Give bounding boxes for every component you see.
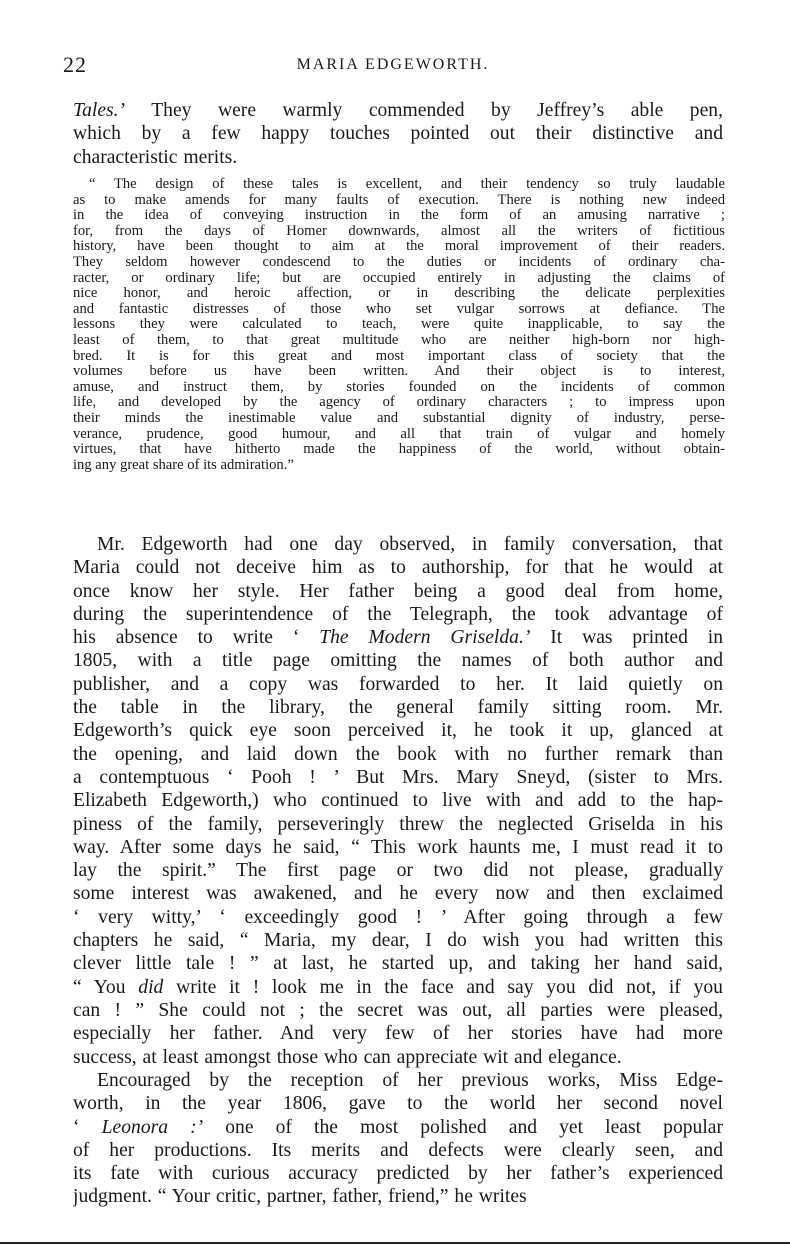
- paragraph-1: [73, 99, 723, 169]
- text-line: Tales.’ They were warmly commended by Jeffrey’s able pen,: [73, 100, 723, 121]
- text-line: once know her style. Her father being a good deal from home,: [73, 580, 723, 602]
- text-line: ‘ very witty,’ ‘ exceedingly good ! ’ After going through a few: [73, 906, 723, 928]
- text-line: Encouraged by the reception of her previous works, Miss Edge-: [97, 1070, 723, 1091]
- quote-line: least of them, to that great multitude who are neither high-born nor high-: [73, 332, 725, 348]
- quote-line: verance, prudence, good humour, and all that train of vulgar and homely: [73, 426, 725, 442]
- quote-line: their minds the inestimable value and substantial dignity of industry, perse-: [73, 410, 725, 426]
- text-line: Maria could not deceive him as to authorship, for that he would at: [73, 557, 723, 579]
- quote-line: in the idea of conveying instruction in the form of an amusing narrative ;: [73, 208, 725, 224]
- text-line: ‘ Leonora :’ one of the most polished and yet least popular: [73, 1116, 723, 1138]
- text-line: publisher, and a copy was forwarded to her. It laid quietly on: [73, 673, 723, 695]
- text-line: a contemptuous ‘ Pooh ! ’ But Mrs. Mary Sneyd, (sister to Mrs.: [73, 766, 723, 788]
- text-line: can ! ” She could not ; the secret was out, all parties were pleased,: [73, 999, 723, 1021]
- quote-line: as to make amends for many faults of execution. There is nothing new indeed: [73, 192, 725, 208]
- text-line: Mr. Edgeworth had one day observed, in family conversation, that: [97, 534, 723, 555]
- bottom-rule: [0, 1242, 790, 1244]
- text-line: way. After some days he said, “ This work haunts me, I must read it to: [73, 836, 723, 858]
- text-line: “ You did write it ! look me in the face and say you did not, if you: [73, 976, 723, 998]
- text-line: success, at least amongst those who can appreciate wit and elegance.: [73, 1046, 622, 1068]
- quote-line: virtues, that have hitherto made the happiness of the world, without obtain-: [73, 442, 725, 458]
- page-number: 22: [63, 52, 87, 77]
- text-line: Elizabeth Edgeworth,) who continued to live with and add to the hap-: [73, 790, 723, 812]
- page-header: [63, 52, 723, 82]
- quote-line: for, from the days of Homer downwards, almost all the writers of fictitious: [73, 223, 725, 239]
- quote-line: racter, or ordinary life; but are occupied entirely in adjusting the claims of: [73, 270, 725, 286]
- text-line: piness of the family, perseveringly threw the neglected Griselda in his: [73, 813, 723, 835]
- quote-line: nice honor, and heroic affection, or in describing the delicate perplexities: [73, 286, 725, 302]
- text-line: his absence to write ‘ The Modern Griselda.’ It was printed in: [73, 627, 723, 649]
- quote-line: lessons they were calculated to teach, were quite inapplicable, to say the: [73, 317, 725, 333]
- text-line: especially her father. And very few of her stories have had more: [73, 1023, 723, 1045]
- text-line: some interest was awakened, and he every now and then exclaimed: [73, 883, 723, 905]
- quote-line: and fantastic distresses of those who set vulgar sorrows at defiance. The: [73, 301, 725, 317]
- text-line: clever little tale ! ” at last, he started up, and taking her hand said,: [73, 953, 723, 975]
- text-line: characteristic merits.: [73, 146, 238, 168]
- paragraph-3: [73, 1069, 723, 1209]
- text-line: lay the spirit.” The first page or two did not please, gradually: [73, 860, 723, 882]
- text-line: Edgeworth’s quick eye soon perceived it, he took it up, glanced at: [73, 720, 723, 742]
- quote-line: They seldom however condescend to the duties or incidents of ordinary cha-: [73, 254, 725, 270]
- quote-line: ing any great share of its admiration.”: [73, 457, 294, 473]
- quote-line: life, and developed by the agency of ordinary characters ; to impress upon: [73, 395, 725, 411]
- text-line: 1805, with a title page omitting the names of both author and: [73, 650, 723, 672]
- text-line: which by a few happy touches pointed out their distinctive and: [73, 123, 723, 145]
- text-line: worth, in the year 1806, gave to the world her second novel: [73, 1093, 723, 1115]
- block-quote: [73, 177, 725, 473]
- text-line: chapters he said, “ Maria, my dear, I do wish you had written this: [73, 930, 723, 952]
- quote-line: “ The design of these tales is excellent, and their tendency so truly laudable: [89, 177, 725, 192]
- quote-line: volumes before us have been written. And their object is to interest,: [73, 364, 725, 380]
- running-title: MARIA EDGEWORTH.: [296, 56, 490, 73]
- text-line: its fate with curious accuracy predicted by her father’s experienced: [73, 1163, 723, 1185]
- quote-line: history, have been thought to aim at the moral improvement of their readers.: [73, 239, 725, 255]
- quote-line: bred. It is for this great and most important class of society that the: [73, 348, 725, 364]
- text-line: judgment. “ Your critic, partner, father, friend,” he writes: [73, 1186, 527, 1208]
- text-line: of her productions. Its merits and defects were clearly seen, and: [73, 1139, 723, 1161]
- text-line: the table in the library, the general family sitting room. Mr.: [73, 697, 723, 719]
- text-line: the opening, and laid down the book with no further remark than: [73, 743, 723, 765]
- paragraph-2: [73, 533, 723, 1069]
- quote-line: amuse, and instruct them, by stories founded on the incidents of common: [73, 379, 725, 395]
- text-line: during the superintendence of the Telegraph, the took advantage of: [73, 603, 723, 625]
